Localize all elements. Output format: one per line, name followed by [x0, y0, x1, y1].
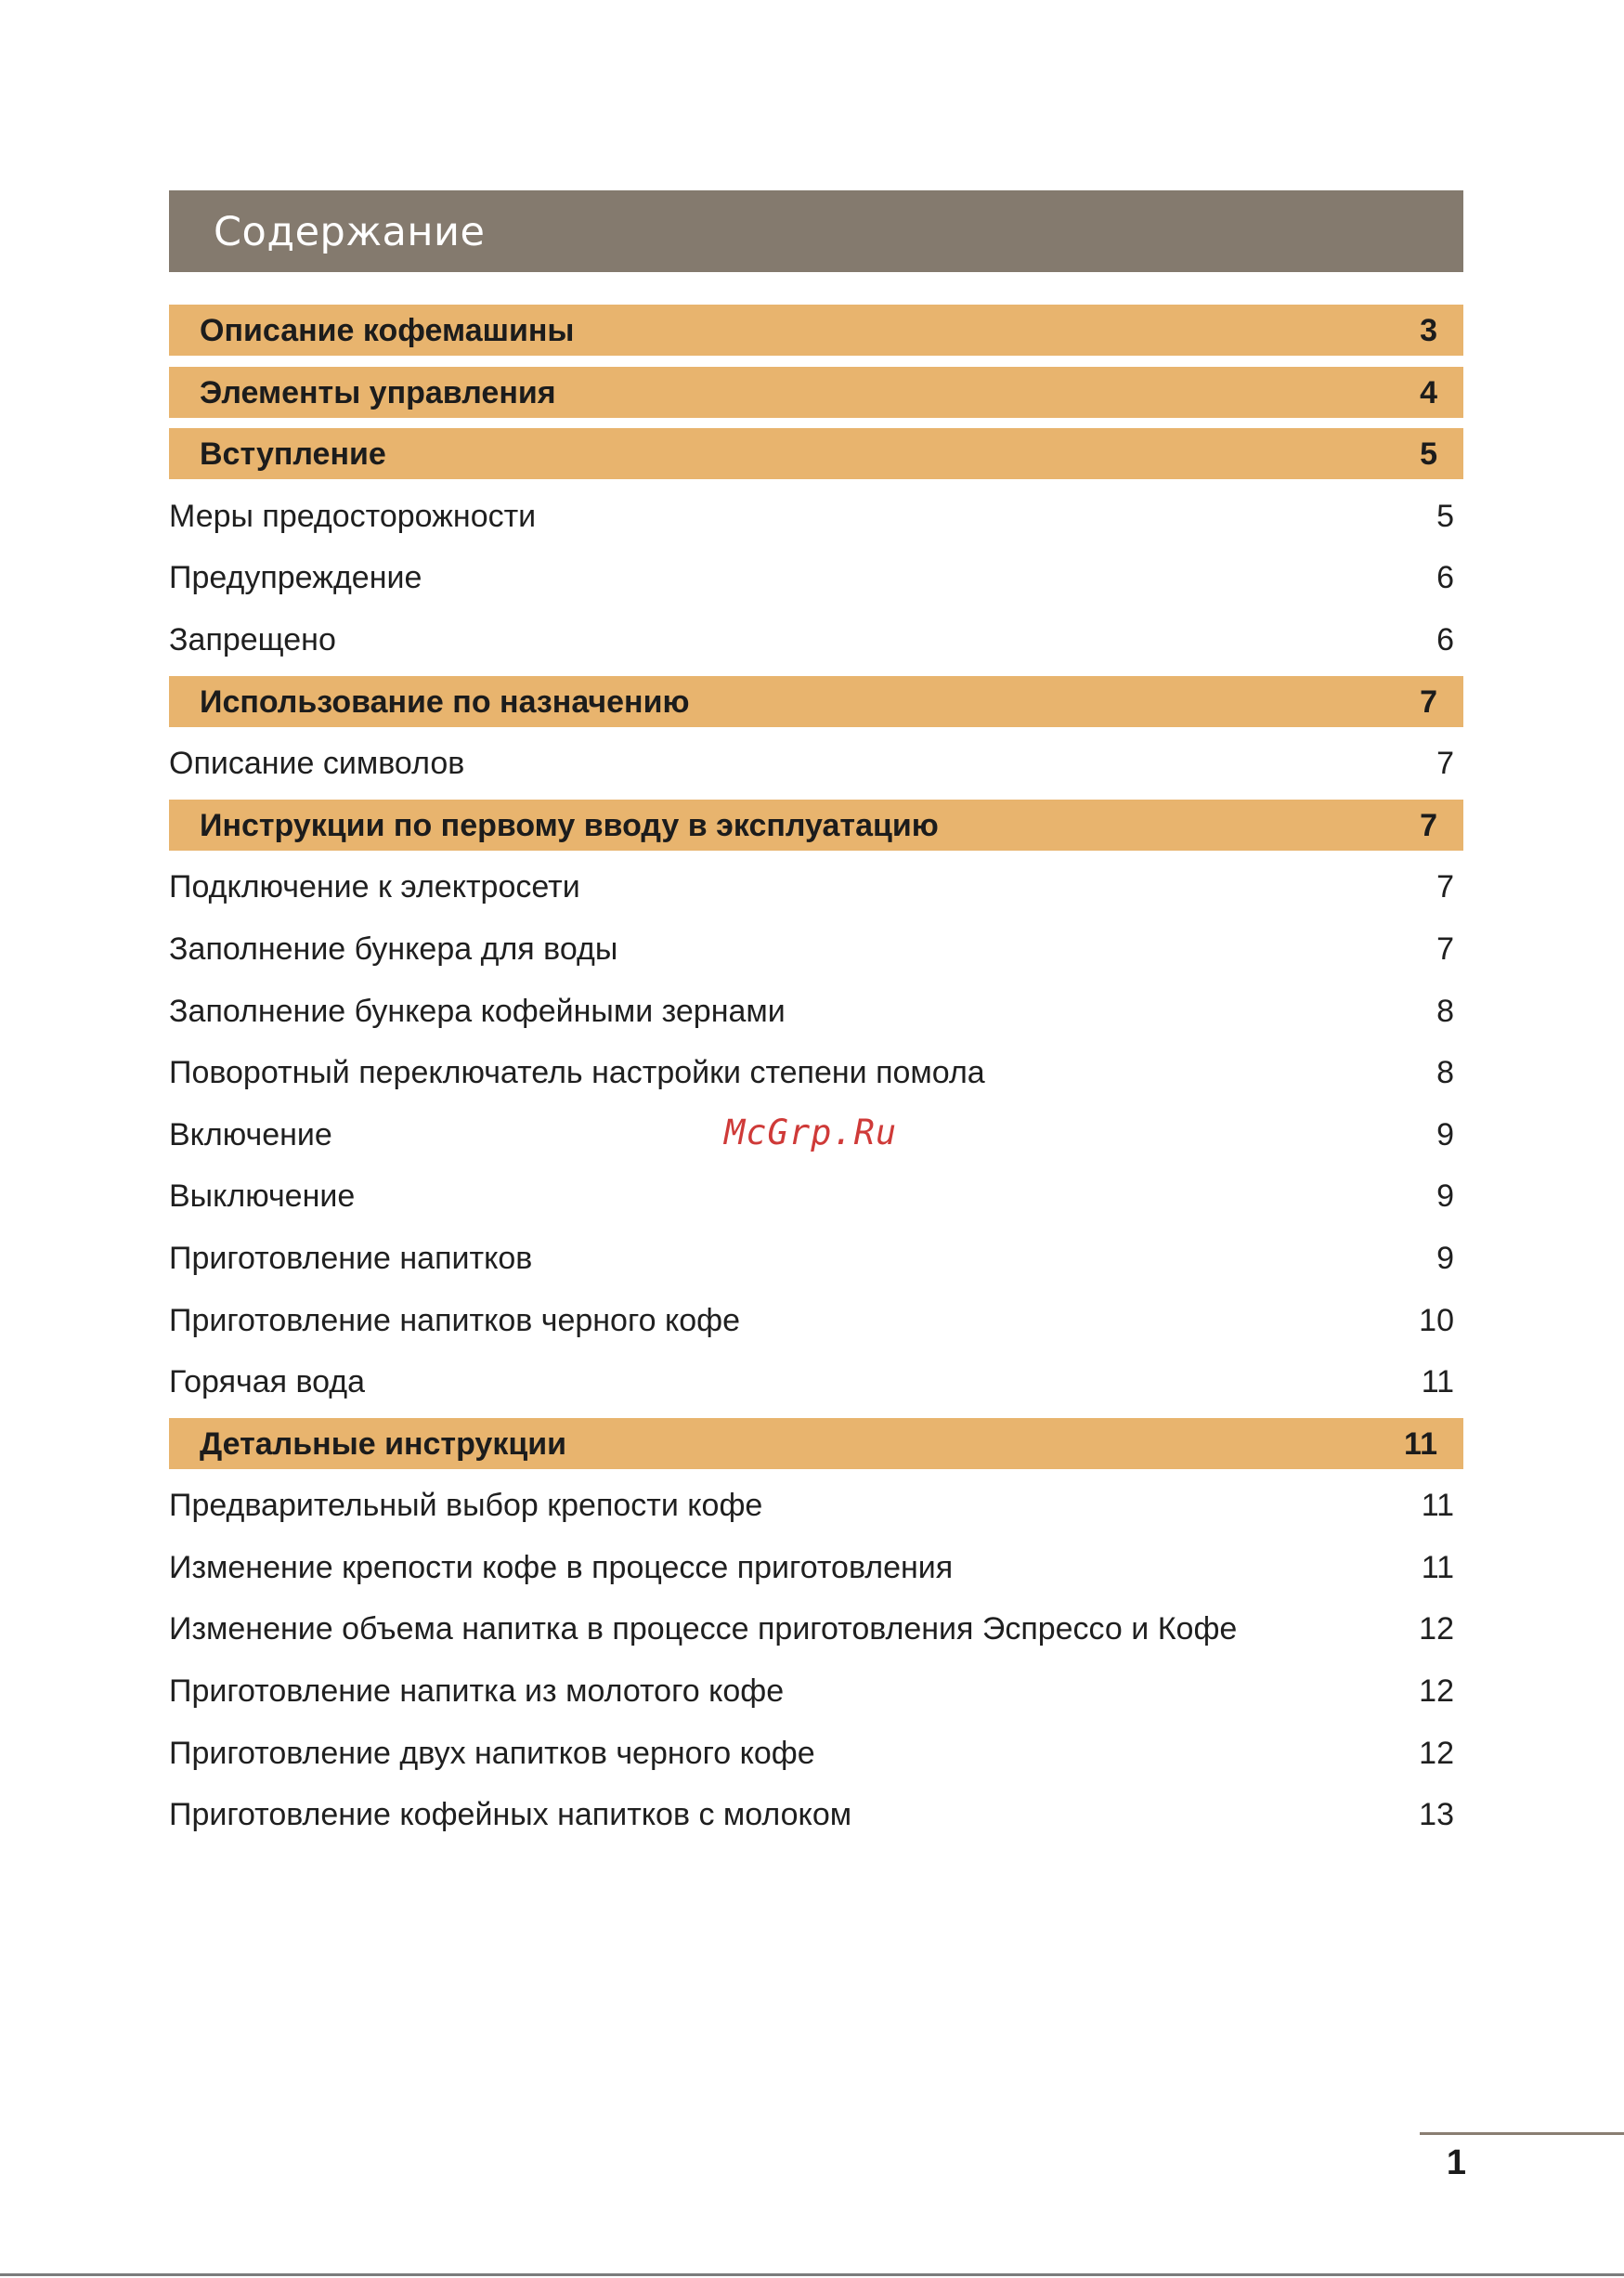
toc-page-number: 9 — [1436, 1178, 1454, 1215]
toc-entry[interactable] — [169, 490, 1463, 541]
toc-page-number: 11 — [1421, 1549, 1454, 1585]
bottom-border-line — [0, 2273, 1624, 2276]
toc-page-number: 7 — [1436, 746, 1454, 782]
toc-page-number: 7 — [1436, 931, 1454, 967]
toc-page-number: 6 — [1436, 560, 1454, 596]
toc-section[interactable] — [169, 800, 1463, 851]
toc-page-number: 11 — [1421, 1488, 1454, 1524]
toc-section-title: Описание кофемашины — [200, 313, 575, 348]
toc-entry[interactable] — [169, 737, 1463, 788]
toc-page-number: 5 — [1436, 498, 1454, 534]
toc-page-number: 9 — [1436, 1116, 1454, 1152]
toc-page-number: 8 — [1436, 993, 1454, 1029]
watermark: McGrp.Ru — [724, 1113, 898, 1152]
toc-entry-title: Меры предосторожности — [169, 498, 537, 534]
toc-section[interactable] — [169, 305, 1463, 356]
toc-entry-title: Приготовление двух напитков черного кофе — [169, 1735, 815, 1771]
toc-section-title: Инструкции по первому вводу в эксплуатацию — [200, 807, 939, 843]
toc-entry-title: Выключение — [169, 1178, 356, 1215]
toc-entry[interactable] — [169, 1295, 1463, 1346]
toc-entry-title: Заполнение бункера для воды — [169, 931, 618, 967]
toc-entry-title: Приготовление напитка из молотого кофе — [169, 1673, 785, 1710]
toc-entry[interactable] — [169, 861, 1463, 912]
toc-section[interactable] — [169, 1418, 1463, 1469]
toc-page-number: 3 — [1420, 313, 1437, 348]
toc-entry[interactable] — [169, 1789, 1463, 1840]
page-number-rule — [1420, 2132, 1624, 2135]
page-title: Содержание — [214, 209, 486, 255]
toc-entry-title: Поворотный переключатель настройки степени помола — [169, 1055, 985, 1091]
toc-page-number: 11 — [1421, 1364, 1454, 1400]
toc-entry[interactable] — [169, 1603, 1463, 1654]
toc-entry[interactable] — [169, 1047, 1463, 1098]
toc-entry-title: Запрещено — [169, 621, 336, 657]
toc-page-number: 7 — [1420, 807, 1437, 843]
toc-entry-title: Изменение объема напитка в процессе приготовления Эспрессо и Кофе — [169, 1611, 1238, 1647]
toc-entry-title: Предварительный выбор крепости кофе — [169, 1488, 763, 1524]
toc-page-number: 5 — [1420, 436, 1437, 473]
toc-entry[interactable] — [169, 1170, 1463, 1221]
toc-entry-title: Приготовление напитков черного кофе — [169, 1302, 741, 1338]
toc-entry-title: Включение — [169, 1116, 332, 1152]
toc-entry[interactable] — [169, 552, 1463, 603]
toc-page-number: 7 — [1420, 683, 1437, 720]
toc-entry[interactable] — [169, 985, 1463, 1036]
toc-page-number: 13 — [1419, 1797, 1454, 1833]
page-number: 1 — [1446, 2143, 1466, 2182]
toc-section-title: Вступление — [200, 436, 386, 473]
toc-entry-title: Предупреждение — [169, 560, 422, 596]
toc-page-number: 7 — [1436, 869, 1454, 905]
toc-section-title: Элементы управления — [200, 374, 556, 410]
toc-section-title: Использование по назначению — [200, 683, 690, 720]
toc-entry[interactable] — [169, 923, 1463, 974]
toc-page-number: 12 — [1419, 1611, 1454, 1647]
toc-entry-title: Горячая вода — [169, 1364, 366, 1400]
toc-entry-title: Приготовление кофейных напитков с молоком — [169, 1797, 852, 1833]
toc-section[interactable] — [169, 428, 1463, 479]
toc-page-number: 12 — [1419, 1673, 1454, 1710]
toc-section-title: Детальные инструкции — [200, 1425, 567, 1462]
toc-entry[interactable] — [169, 1542, 1463, 1593]
toc-entry[interactable] — [169, 1232, 1463, 1283]
toc-page-number: 4 — [1420, 374, 1437, 410]
toc-page-number: 9 — [1436, 1240, 1454, 1276]
toc-entry-title: Изменение крепости кофе в процессе приготовления — [169, 1549, 954, 1585]
toc-entry[interactable] — [169, 1727, 1463, 1778]
toc-section[interactable] — [169, 367, 1463, 418]
toc-page-number: 8 — [1436, 1055, 1454, 1091]
toc-entry[interactable] — [169, 1665, 1463, 1716]
toc-page-number: 6 — [1436, 621, 1454, 657]
toc-page-number: 10 — [1419, 1302, 1454, 1338]
toc-entry[interactable] — [169, 1479, 1463, 1530]
toc-page-number: 11 — [1404, 1425, 1437, 1462]
contents-title-bar — [169, 190, 1463, 272]
toc-entry-title: Приготовление напитков — [169, 1240, 533, 1276]
toc-entry-title: Подключение к электросети — [169, 869, 580, 905]
toc-section[interactable] — [169, 676, 1463, 727]
toc-entry-title: Описание символов — [169, 746, 465, 782]
toc-entry[interactable] — [169, 1356, 1463, 1407]
toc-entry[interactable] — [169, 614, 1463, 665]
toc-page-number: 12 — [1419, 1735, 1454, 1771]
toc-entry-title: Заполнение бункера кофейными зернами — [169, 993, 786, 1029]
table-of-contents — [169, 305, 1463, 1851]
